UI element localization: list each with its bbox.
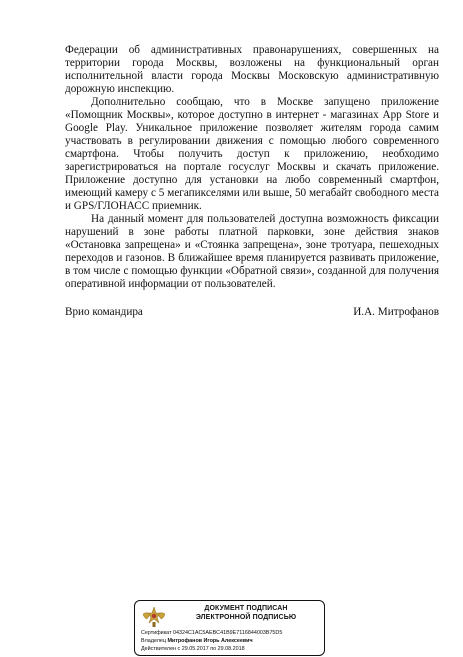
certificate-label: Сертификат xyxy=(141,630,172,636)
stamp-title-line-1: ДОКУМЕНТ ПОДПИСАН xyxy=(204,605,288,612)
paragraph-2: Дополнительно сообщаю, что в Москве запущено приложение «Помощник Москвы», которое доступно в интернет - магазинах App Store и Google Play. Уникальное приложение позволяет жителям города самим участвовать в регулировании движения с помощью любого современного смартфона. Чтобы получить доступ к приложению, необходимо зарегистрироваться на портале госуслуг Москвы и скачать приложение. Приложение доступно для установки на любо современный смартфон, имеющий камеру с 5 мегапикселями или выше, 50 мегабайт свободного места и GPS/ГЛОНАСС приемник. xyxy=(65,96,439,212)
certificate-value: 04324C1AC5AEBC41B9E7116844003B75D5 xyxy=(173,630,283,636)
stamp-title xyxy=(173,605,319,622)
owner-label: Владелец xyxy=(141,638,166,644)
stamp-title-line-2: ЭЛЕКТРОННОЙ ПОДПИСЬЮ xyxy=(195,613,297,621)
police-emblem-icon xyxy=(141,605,167,629)
paragraph-1: Федерации об административных правонарушениях, совершенных на территории города Москвы, возложены на функциональный орган исполнительной власти города Москвы Московскую административную дорожную инспекцию. xyxy=(65,44,439,95)
letter-body xyxy=(65,44,439,291)
signatory-position: Врио командира xyxy=(65,306,143,318)
electronic-signature-stamp xyxy=(134,600,325,656)
signature-block xyxy=(65,306,439,319)
signatory-name: И.А. Митрофанов xyxy=(353,306,439,318)
validity-line: Действителен с 29.05.2017 по 29.08.2018 xyxy=(141,646,245,652)
certificate-line xyxy=(141,630,282,636)
owner-line xyxy=(141,638,253,644)
owner-value: Митрофанов Игорь Алексеевич xyxy=(167,638,253,644)
paragraph-3: На данный момент для пользователей доступна возможность фиксации нарушений в зоне работы платной парковки, зоне действия знаков «Остановка запрещена» и «Стоянка запрещена», зоне тротуара, пешеходных переходов и газонов. В ближайшее время планируется развивать приложение, в том числе с помощью функции «Обратной связи», созданной для получения оперативной информации от пользователей. xyxy=(65,213,439,290)
